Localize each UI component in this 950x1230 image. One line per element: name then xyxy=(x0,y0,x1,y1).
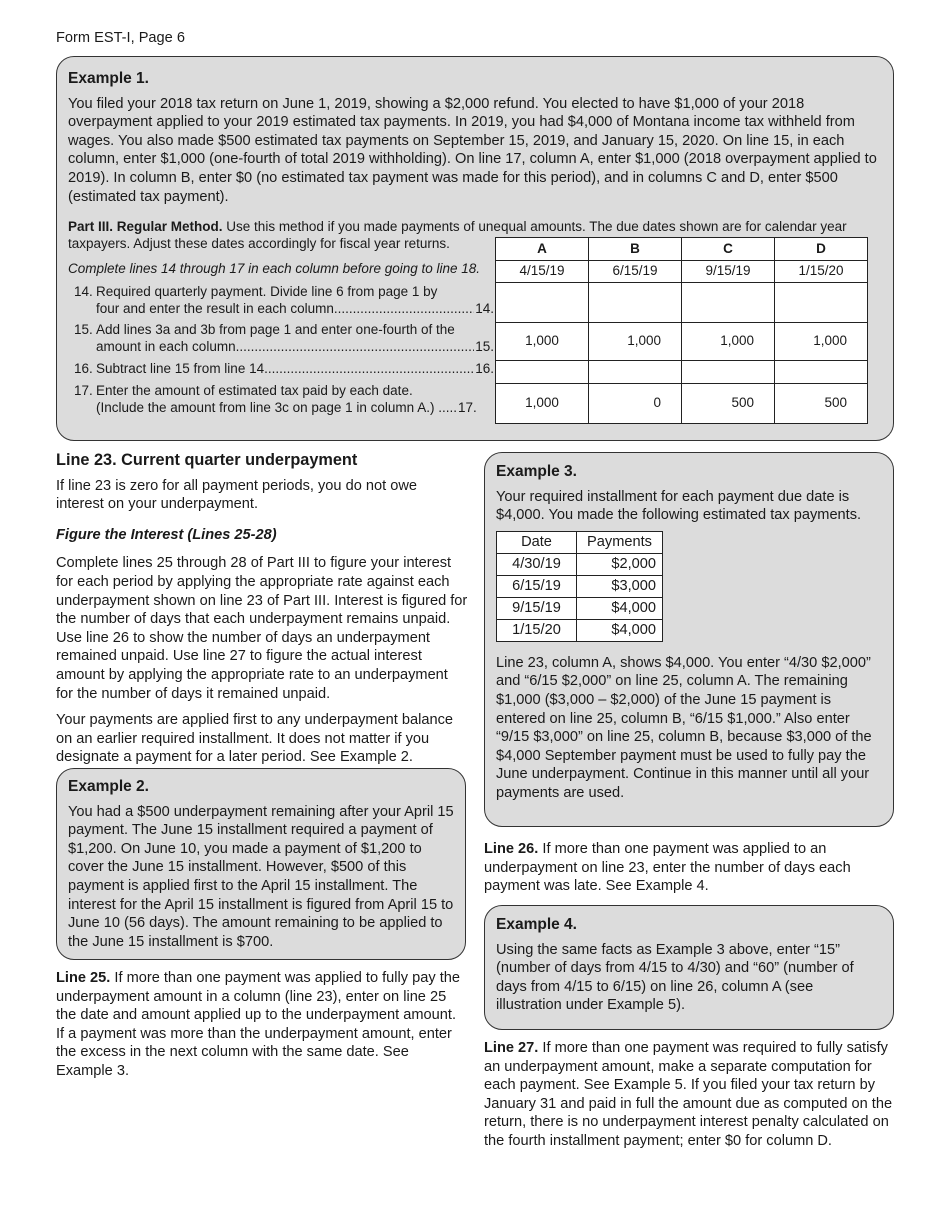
example-1-body: You filed your 2018 tax return on June 1, 2019, showing a $2,000 refund. You elected to have $1,000 of your 2018 overpayment applied to your 2019 estimated tax payments. In 2019, you had $4,000 of Montana income tax withheld from wages. You also made $500 estimated tax payments on September 15, 2019, and January 15, 2020. On line 15, in each column, enter $1,000 (one-fourth of total 2019 withholding). On line 17, column A, enter $1,000 (2018 overpayment applied to 2019). In column B, enter $0 (no estimated tax payment was made for this period), and in columns C and D, enter $500 (estimated tax payment). xyxy=(68,95,877,205)
line-text: Required quarterly payment. Divide line 6 from page 1 by xyxy=(96,284,438,300)
left-column xyxy=(56,451,468,775)
line-15-cell: 1,000 xyxy=(589,323,682,361)
payment-amount: $4,000 xyxy=(577,619,663,641)
lines-instruction: Complete lines 14 through 17 in each column before going to line 18. xyxy=(68,261,481,276)
payment-date: 6/15/19 xyxy=(497,575,577,597)
payments-applied-paragraph: Your payments are applied first to any underpayment balance on an earlier required installment. It does not matter if you designate a payment for a later period. See Example 2. xyxy=(56,712,453,766)
line-14-cell xyxy=(496,283,589,323)
line-26-label: Line 26. xyxy=(484,841,539,857)
example-3-title: Example 3. xyxy=(496,463,577,480)
line-15-cell: 1,000 xyxy=(775,323,868,361)
example-2-title: Example 2. xyxy=(68,778,149,795)
line-text-2: four and enter the result in each column xyxy=(96,300,334,316)
line-number: 14. xyxy=(74,284,93,300)
part-iii-heading: Part III. Regular Method. xyxy=(68,219,223,235)
line-ref: 16. xyxy=(475,361,494,377)
example-1-box xyxy=(56,56,894,441)
part-iii-text: Use this method if you made payments of unequal amounts. The due dates shown are for calendar year taxpayers. Adjust these dates accordingly for fiscal year returns. xyxy=(68,219,847,251)
line-26-paragraph xyxy=(484,840,896,896)
page-header: Form EST-I, Page 6 xyxy=(56,30,185,46)
table-row xyxy=(497,597,663,619)
line-27-paragraph xyxy=(484,1039,894,1151)
line-text-2: (Include the amount from line 3c on page 1 in column A.) ..... xyxy=(96,399,457,415)
line-number: 17. xyxy=(74,383,93,399)
table-row xyxy=(497,553,663,575)
line-17-cell: 1,000 xyxy=(496,384,589,424)
line-27-label: Line 27. xyxy=(484,1040,539,1056)
due-date-cell: 1/15/20 xyxy=(775,261,868,283)
form-lines xyxy=(68,261,494,419)
line-text: Subtract line 15 from line 14 xyxy=(96,361,265,377)
line-17 xyxy=(68,383,494,419)
line-16-cell xyxy=(496,361,589,384)
figure-interest-paragraph: Complete lines 25 through 28 of Part III to figure your interest for each period by applying the appropriate rate against each underpayment shown on line 23 of Part III. Interest is figured for the number of days that each underpayment remains unpaid. Use line 26 to show the number of days an underpayment remained unpaid. Use line 27 to figure the actual interest amount by applying the appropriate rate to an underpayment for the number of days it remained unpaid. xyxy=(56,555,468,702)
example-1-title: Example 1. xyxy=(68,70,149,87)
line-17-cell: 500 xyxy=(682,384,775,424)
line-27-text: If more than one payment was required to fully satisfy an underpayment amount, make a separate computation for each payment. See Example 5. If you filed your tax return by January 31 and paid in full the amount due as computed on the return, there is no underpayment interest penalty calculated on the fourth installment payment; enter $0 for column D. xyxy=(484,1040,893,1149)
line-25-paragraph xyxy=(56,969,468,1081)
due-date-cell: 4/15/19 xyxy=(496,261,589,283)
column-header: D xyxy=(775,238,868,261)
payment-date: 1/15/20 xyxy=(497,619,577,641)
line-14-cell xyxy=(589,283,682,323)
example-2-box xyxy=(56,768,466,960)
line-25-label: Line 25. xyxy=(56,970,111,986)
column-header: A xyxy=(496,238,589,261)
column-header: C xyxy=(682,238,775,261)
line-16-cell xyxy=(589,361,682,384)
line-14 xyxy=(68,284,494,318)
figure-interest-subheading: Figure the Interest (Lines 25-28) xyxy=(56,526,277,543)
payment-amount: $4,000 xyxy=(577,597,663,619)
example-2-body: You had a $500 underpayment remaining after your April 15 payment. The June 15 installment required a payment of $1,200. On June 10, you made a payment of $1,200 to cover the June 15 installment. However, $500 of this payment is applied first to the April 15 installment. The interest for the April 15 installment is figured from April 15 to June 10 (56 days). The amount remaining to be applied to the June 15 installment is $700. xyxy=(68,803,454,950)
column-header: B xyxy=(589,238,682,261)
example-4-box xyxy=(484,905,894,1030)
table-row xyxy=(497,575,663,597)
payment-amount: $3,000 xyxy=(577,575,663,597)
line-23-heading: Line 23. Current quarter underpayment xyxy=(56,451,358,469)
line-14-cell xyxy=(775,283,868,323)
payment-amount: $2,000 xyxy=(577,553,663,575)
estimate-table xyxy=(495,237,868,424)
payment-date: 4/30/19 xyxy=(497,553,577,575)
payment-date: 9/15/19 xyxy=(497,597,577,619)
line-15-cell: 1,000 xyxy=(496,323,589,361)
line-14-cell xyxy=(682,283,775,323)
payments-table-header: Date xyxy=(497,531,577,553)
line-17-cell: 0 xyxy=(589,384,682,424)
line-text-2: amount in each column xyxy=(96,338,236,354)
example-3-intro: Your required installment for each payment due date is $4,000. You made the following estimated tax payments. xyxy=(496,488,862,524)
line-16 xyxy=(68,361,494,383)
line-26-text: If more than one payment was applied to an underpayment on line 23, enter the number of days each payment was late. See Example 4. xyxy=(484,841,851,895)
line-25-text: If more than one payment was applied to fully pay the underpayment amount in a column (line 23), enter on line 25 the date and amount applied up to the underpayment amount. If a payment was more than the underpayment amount, enter the excess in the next column with the same date. See Example 3. xyxy=(56,970,460,1079)
payments-table-header: Payments xyxy=(577,531,663,553)
line-17-cell: 500 xyxy=(775,384,868,424)
example-3-body: Line 23, column A, shows $4,000. You enter “4/30 $2,000” and “6/15 $2,000” on line 25, column A. The remaining $1,000 ($3,000 – $2,000) of the June 15 payment is entered on line 25, column B, “6/15 $1,000.” Also enter “9/15 $3,000” on line 25, column B, because $3,000 of the $4,000 September payment must be used to fully pay the June underpayment. Continue in this manner until all your payments are used. xyxy=(496,654,872,801)
line-15 xyxy=(68,322,494,361)
line-23-paragraph: If line 23 is zero for all payment periods, you do not owe interest on your underpayment. xyxy=(56,477,417,513)
line-text: Enter the amount of estimated tax paid by each date. xyxy=(96,383,413,399)
table-row xyxy=(497,619,663,641)
example-4-body: Using the same facts as Example 3 above, enter “15” (number of days from 4/15 to 4/30) and “60” (number of days from 4/15 to 6/15) on line 26, column A (see illustration under Example 5). xyxy=(496,941,854,1014)
example-4-title: Example 4. xyxy=(496,916,577,933)
due-date-cell: 6/15/19 xyxy=(589,261,682,283)
payments-table xyxy=(496,531,663,642)
line-16-cell xyxy=(682,361,775,384)
line-number: 15. xyxy=(74,322,93,338)
line-ref: 17. xyxy=(457,399,477,415)
line-text: Add lines 3a and 3b from page 1 and enter one-fourth of the xyxy=(96,322,455,338)
line-16-cell xyxy=(775,361,868,384)
line-ref: 14. xyxy=(475,300,494,316)
line-15-cell: 1,000 xyxy=(682,323,775,361)
line-number: 16. xyxy=(74,361,93,377)
line-ref: 15. xyxy=(475,338,494,354)
due-date-cell: 9/15/19 xyxy=(682,261,775,283)
example-3-box xyxy=(484,452,894,827)
